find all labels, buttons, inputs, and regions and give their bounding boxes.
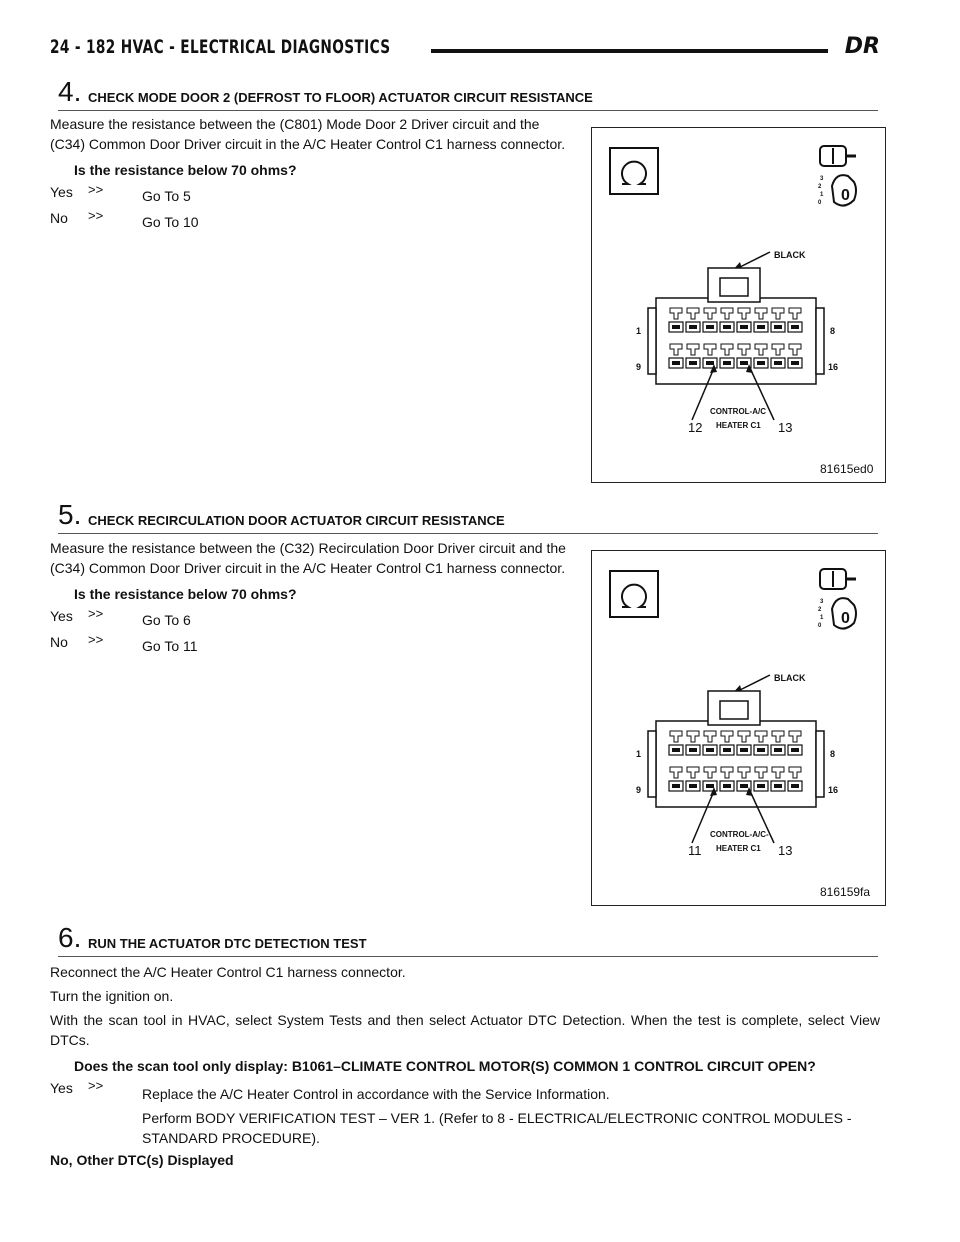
ignition-position-label: 1 [820, 615, 824, 621]
answer-yes [50, 180, 570, 206]
terminal-pin [689, 784, 697, 788]
step-4-body [50, 114, 570, 232]
terminal-pin [774, 361, 782, 365]
ohm-symbol-box [610, 148, 658, 194]
terminal-pin [672, 361, 680, 365]
step-number: 5. [58, 499, 82, 530]
terminal-pin [791, 784, 799, 788]
terminal-pin [740, 784, 748, 788]
ignition-position-label: 3 [820, 599, 824, 605]
pin-number-label: 1 [636, 326, 642, 336]
ohm-icon [622, 585, 646, 607]
step-title: RUN THE ACTUATOR DTC DETECTION TEST [88, 936, 367, 951]
answer-label: Yes [50, 608, 73, 624]
terminal-pin [706, 361, 714, 365]
answer-action: Replace the A/C Heater Control in accordance with the Service Information. [142, 1086, 610, 1102]
wire-color-label: BLACK [774, 250, 806, 260]
connector-diagram [591, 550, 886, 906]
page-header [50, 36, 880, 66]
step-4-heading [58, 76, 878, 111]
step-paragraph: Turn the ignition on. [50, 988, 174, 1004]
ignition-position-label: 2 [818, 607, 822, 613]
step-6-body [50, 962, 880, 1170]
step-paragraph: Measure the resistance between the (C32) Recirculation Door Driver circuit and the (C34) Common Door Driver circuit in the A/C Heater Control C1 harness connector. [50, 540, 566, 576]
connector-latch [720, 701, 748, 719]
pin-number-label: 16 [828, 785, 839, 795]
wire-color-label: BLACK [774, 673, 806, 683]
terminal-pin [689, 325, 697, 329]
step-paragraph: Measure the resistance between the (C801) Mode Door 2 Driver circuit and the (C34) Common Door Driver circuit in the A/C Heater Control C1 harness connector. [50, 116, 566, 152]
ignition-position-label: 3 [820, 176, 824, 182]
terminal-pin [706, 784, 714, 788]
answer-action: Go To 6 [142, 612, 191, 628]
answer-action: Go To 5 [142, 188, 191, 204]
terminal-pin [723, 784, 731, 788]
connector-side-right [816, 308, 824, 374]
connector-latch [720, 278, 748, 296]
connector-side-right [816, 731, 824, 797]
terminal-pin [757, 784, 765, 788]
probe-pin-right: 13 [778, 843, 793, 858]
figure-id: 816159fa [820, 885, 871, 899]
answer-action-2: Perform BODY VERIFICATION TEST – VER 1. (Refer to 8 - ELECTRICAL/ELECTRONIC CONTROL MODULES - STANDARD PROCEDURE). [142, 1110, 852, 1146]
terminal-pin [723, 325, 731, 329]
answer-no-label: No, Other DTC(s) Displayed [50, 1152, 234, 1168]
step-6-heading [58, 922, 878, 957]
ignition-value: 0 [841, 187, 850, 204]
answer-action: Go To 11 [142, 638, 198, 654]
answer-arrow: >> [88, 632, 104, 647]
header-title: 24 - 182 HVAC - ELECTRICAL DIAGNOSTICS [50, 36, 391, 58]
terminal-pin [689, 748, 697, 752]
terminal-pin [757, 361, 765, 365]
ignition-position-label: 2 [818, 184, 822, 190]
pin-number-label: 1 [636, 749, 642, 759]
answer-arrow: >> [88, 208, 104, 223]
answer-label: No [50, 634, 68, 650]
probe-pin-left: 11 [688, 843, 702, 858]
terminal-pin [672, 748, 680, 752]
step-5-body [50, 538, 570, 656]
terminal-pin [774, 325, 782, 329]
answer-arrow: >> [88, 1078, 104, 1093]
pin-number-label: 9 [636, 785, 642, 795]
step-paragraph: With the scan tool in HVAC, select System Tests and then select Actuator DTC Detection. When the test is complete, select View DTCs. [50, 1012, 880, 1048]
answer-label: Yes [50, 1080, 73, 1096]
pin-number-label: 16 [828, 362, 839, 372]
pin-number-label: 8 [830, 749, 836, 759]
connector-svg [592, 551, 885, 905]
step-5-heading [58, 499, 878, 534]
terminal-pin [672, 325, 680, 329]
terminal-pin [791, 325, 799, 329]
terminal-pin [791, 361, 799, 365]
header-model: DR [844, 34, 880, 59]
answer-label: No [50, 210, 68, 226]
terminal-pin [706, 748, 714, 752]
probe-pin-left: 12 [688, 420, 703, 435]
ignition-value: 0 [841, 610, 850, 627]
terminal-pin [723, 361, 731, 365]
terminal-pin [706, 325, 714, 329]
terminal-pin [757, 748, 765, 752]
terminal-pin [740, 361, 748, 365]
connector-side-left [648, 308, 656, 374]
connector-name-label: CONTROL-A/C [710, 407, 766, 416]
terminal-pin [740, 748, 748, 752]
answer-no [50, 206, 570, 232]
connector-svg [592, 128, 885, 482]
leader-line [738, 675, 770, 691]
terminal-pin [757, 325, 765, 329]
step-title: CHECK RECIRCULATION DOOR ACTUATOR CIRCUIT RESISTANCE [88, 513, 505, 528]
step-paragraph: Reconnect the A/C Heater Control C1 harness connector. [50, 964, 406, 980]
terminal-pin [689, 361, 697, 365]
ohm-icon [622, 162, 646, 184]
answer-action: Go To 10 [142, 214, 199, 230]
step-number: 4. [58, 76, 82, 107]
step-number: 6. [58, 922, 82, 953]
terminal-pin [740, 325, 748, 329]
answer-no [50, 630, 570, 656]
figure-id: 81615ed0 [820, 462, 874, 476]
terminal-pin [791, 748, 799, 752]
answer-arrow: >> [88, 606, 104, 621]
ignition-position-label: 0 [818, 623, 822, 629]
pin-number-label: 8 [830, 326, 836, 336]
ignition-position-label: 1 [820, 192, 824, 198]
connector-diagram [591, 127, 886, 483]
pin-number-label: 9 [636, 362, 642, 372]
step-title: CHECK MODE DOOR 2 (DEFROST TO FLOOR) ACTUATOR CIRCUIT RESISTANCE [88, 90, 593, 105]
step-question: Is the resistance below 70 ohms? [74, 586, 297, 602]
connector-name-label: CONTROL-A/C- [710, 830, 769, 839]
connector-side-left [648, 731, 656, 797]
terminal-pin [672, 784, 680, 788]
ohm-symbol-box [610, 571, 658, 617]
connector-name-label: HEATER C1 [716, 421, 761, 430]
probe-pin-right: 13 [778, 420, 793, 435]
header-rule [431, 49, 828, 53]
answer-label: Yes [50, 184, 73, 200]
step-question: Does the scan tool only display: B1061–CLIMATE CONTROL MOTOR(S) COMMON 1 CONTROL CIRCUIT OPEN? [74, 1058, 816, 1074]
connector-name-label: HEATER C1 [716, 844, 761, 853]
terminal-pin [723, 748, 731, 752]
answer-yes [50, 604, 570, 630]
ignition-position-label: 0 [818, 200, 822, 206]
answer-yes [50, 1076, 880, 1148]
step-question: Is the resistance below 70 ohms? [74, 162, 297, 178]
terminal-pin [774, 784, 782, 788]
leader-line [738, 252, 770, 268]
answer-arrow: >> [88, 182, 104, 197]
terminal-pin [774, 748, 782, 752]
